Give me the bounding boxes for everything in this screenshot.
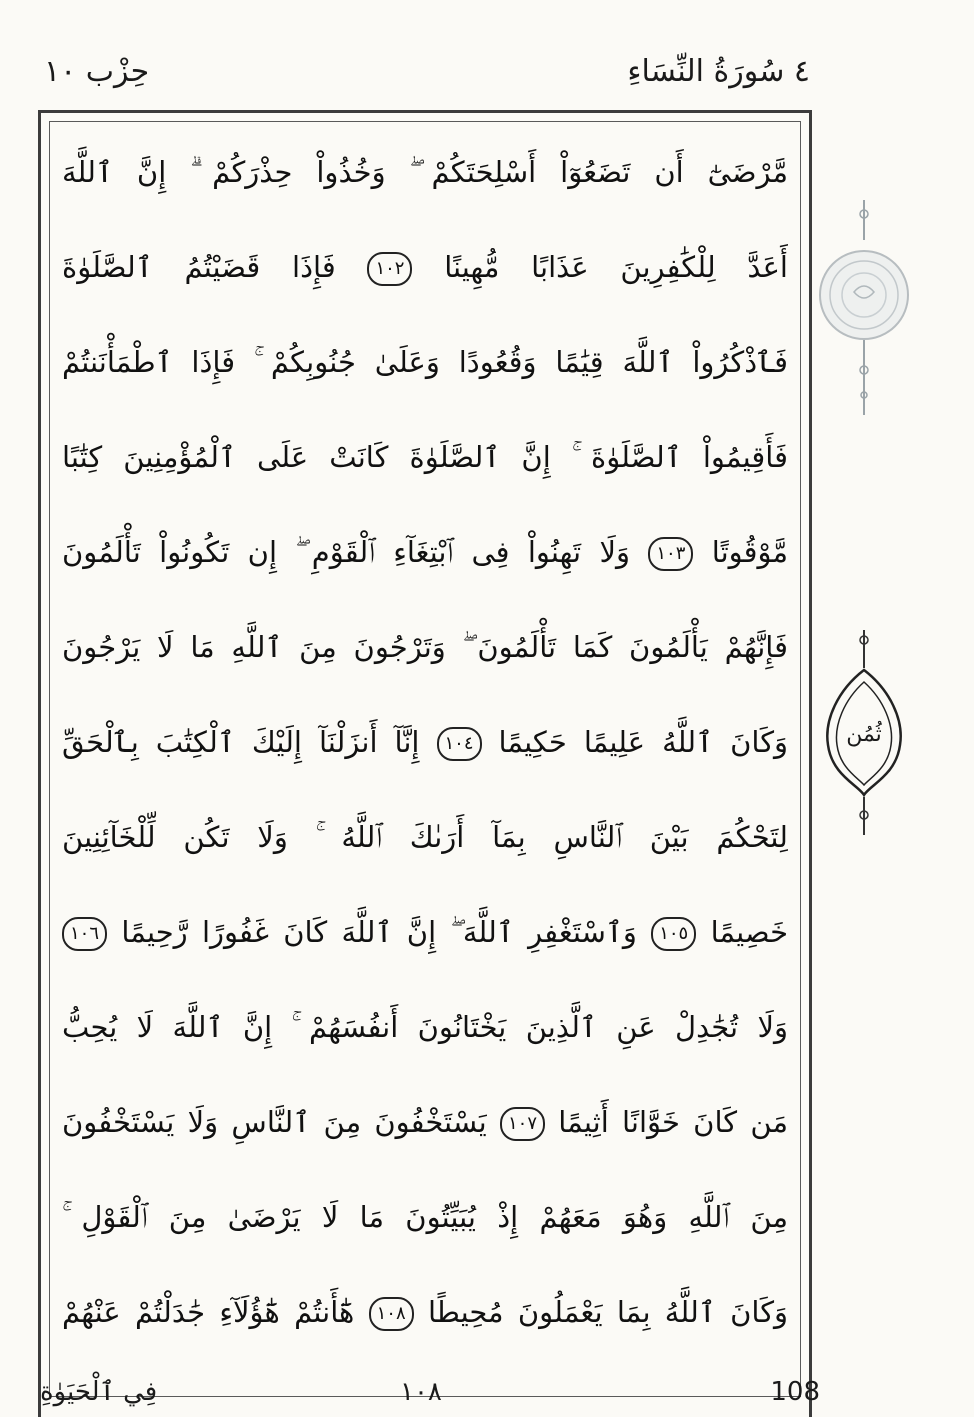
text-line-10: وَلَا تُجَٰدِلْ عَنِ ٱلَّذِينَ يَخْتَانُونَ أَنفُسَهُمْ ۚ إِنَّ ٱللَّهَ لَا يُحِبُّ [62,1010,788,1044]
ayah-marker: ١٠٥ [651,917,696,951]
text-line-7: وَكَانَ ٱللَّهُ عَلِيمًا حَكِيمًا ١٠٤ إِنَّآ أَنزَلْنَآ إِلَيْكَ ٱلْكِتَٰبَ بِٱلْحَقِّ [62,725,788,759]
verse-text-block [62,125,788,1360]
ayah-marker: ١٠٤ [437,727,482,761]
text-line-5: مَّوْقُوتًا ١٠٣ وَلَا تَهِنُواْ فِى ٱبْتِغَآءِ ٱلْقَوْمِ ۖ إِن تَكُونُواْ تَأْلَمُونَ [62,535,788,569]
ayah-marker: ١٠٢ [367,252,412,286]
text-line-2: أَعَدَّ لِلْكَٰفِرِينَ عَذَابًا مُّهِينًا ١٠٢ فَإِذَا قَضَيْتُمُ ٱلصَّلَوٰةَ [62,250,788,284]
text-line-3: فَٱذْكُرُواْ ٱللَّهَ قِيَٰمًا وَقُعُودًا وَعَلَىٰ جُنُوبِكُمْ ۚ فَإِذَا ٱطْمَأْنَنتُمْ [62,345,788,379]
hizb-label: حِزْب ١٠ [44,54,150,89]
page-header [44,50,810,98]
text-line-8: لِتَحْكُمَ بَيْنَ ٱلنَّاسِ بِمَآ أَرَىٰكَ ٱللَّهُ ۚ وَلَا تَكُن لِّلْخَآئِنِينَ [62,820,788,854]
ayah-marker: ١٠٧ [500,1107,545,1141]
ayah-marker: ١٠٦ [62,917,107,951]
catchword: فِي ٱلْحَيَوٰةِ [40,1377,158,1407]
margin-ornament-thumun [818,630,910,840]
ayah-marker: ١٠٣ [648,537,693,571]
text-line-12: مِنَ ٱللَّهِ وَهُوَ مَعَهُمْ إِذْ يُبَيِّتُونَ مَا لَا يَرْضَىٰ مِنَ ٱلْقَوْلِ ۚ [62,1200,788,1234]
page-footer [40,1372,820,1417]
text-line-13: وَكَانَ ٱللَّهُ بِمَا يَعْمَلُونَ مُحِيطًا ١٠٨ هَٰٓأَنتُمْ هَٰٓؤُلَآءِ جَٰدَلْتُمْ عَنْهُمْ [62,1295,788,1329]
page-number-latin: 108 [770,1377,820,1407]
text-line-4: فَأَقِيمُواْ ٱلصَّلَوٰةَ ۚ إِنَّ ٱلصَّلَوٰةَ كَانَتْ عَلَى ٱلْمُؤْمِنِينَ كِتَٰبًا [62,440,788,474]
surah-title: ٤ سُورَةُ النِّسَاءِ [627,54,810,89]
thumun-label: ثُمُن [846,722,882,747]
ayah-marker: ١٠٨ [369,1297,414,1331]
ornament-medallion-icon [818,200,910,420]
text-line-11: مَن كَانَ خَوَّانًا أَثِيمًا ١٠٧ يَسْتَخْفُونَ مِنَ ٱلنَّاسِ وَلَا يَسْتَخْفُونَ [62,1105,788,1139]
text-line-9: خَصِيمًا ١٠٥ وَٱسْتَغْفِرِ ٱللَّهَ ۖ إِنَّ ٱللَّهَ كَانَ غَفُورًا رَّحِيمًا ١٠٦ [62,885,788,980]
text-line-6: فَإِنَّهُمْ يَأْلَمُونَ كَمَا تَأْلَمُونَ ۖ وَتَرْجُونَ مِنَ ٱللَّهِ مَا لَا يَرْجُونَ [62,630,788,664]
margin-ornament-top [818,200,910,420]
text-line-1: مَّرْضَىٰٓ أَن تَضَعُوٓاْ أَسْلِحَتَكُمْ ۖ وَخُذُواْ حِذْرَكُمْ ۗ إِنَّ ٱللَّهَ [62,155,788,189]
page-number-arabic: ١٠٨ [400,1377,442,1407]
